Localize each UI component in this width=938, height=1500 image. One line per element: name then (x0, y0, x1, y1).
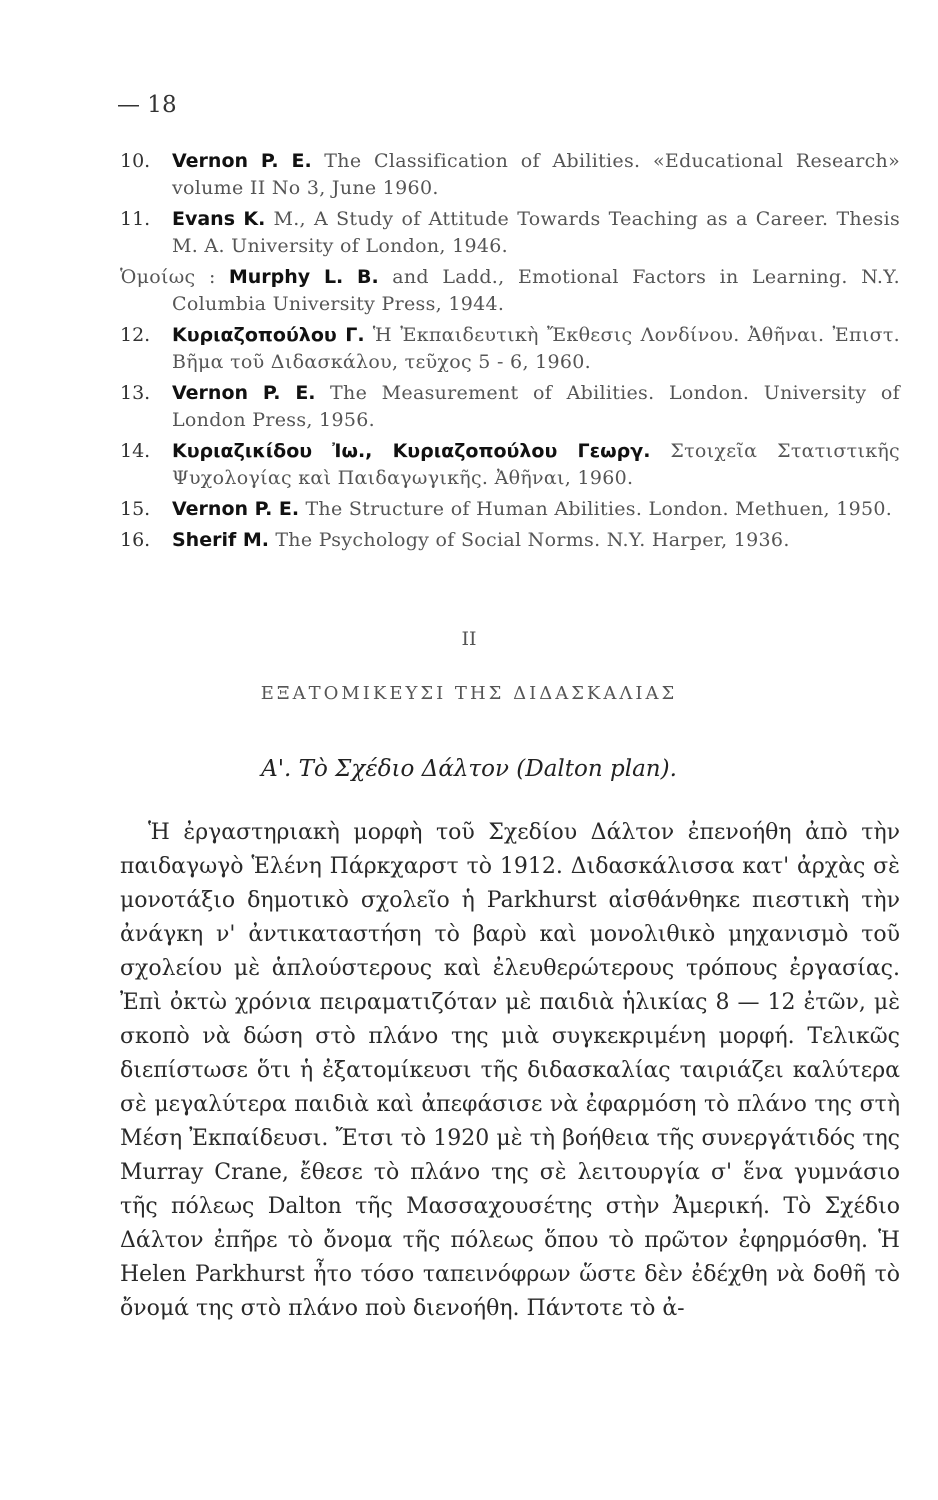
reference-item (120, 322, 900, 376)
reference-prefix: Ὁμοίως : (120, 266, 216, 288)
reference-list (120, 148, 900, 558)
reference-author: Murphy L. B. (228, 266, 379, 288)
reference-author: Vernon P. E. (172, 498, 300, 520)
reference-item (120, 527, 900, 554)
reference-author: Evans K. (172, 208, 266, 230)
reference-number: 15. (120, 498, 151, 520)
reference-text: The Classification of Abilities. «Educational Research» volume II No 3, June 1960. (172, 150, 901, 199)
reference-number: 14. (120, 440, 151, 462)
reference-author: Sherif M. (172, 529, 269, 551)
reference-item (120, 438, 900, 492)
reference-text: M., A Study of Attitude Towards Teaching as a Career. Thesis M. A. University of London, 1946. (172, 208, 900, 257)
reference-author: Κυριαζοπούλου Γ. (172, 324, 365, 346)
reference-number: 13. (120, 382, 151, 404)
reference-number: 16. (120, 529, 151, 551)
reference-item (120, 148, 900, 202)
body-paragraph: Ἡ ἐργαστηριακὴ μορφὴ τοῦ Σχεδίου Δάλτον ἐπενοήθη ἀπὸ τὴν παιδαγωγὸ Ἑλένη Πάρκχαρστ τὸ 1912. Διδασκάλισσα κατ' ἀρχὰς σὲ μονοτάξιο δημοτικὸ σχολεῖο ἡ Parkhurst αἰσθάνθηκε πιεστικὴ τὴν ἀνάγκη ν' ἀντικαταστήση τὸ βαρὺ καὶ μονολιθικὸ μηχανισμὸ τοῦ σχολείου μὲ ἁπλούστερους καὶ ἐλευθερώτερους τρόπους ἐργασίας. Ἐπὶ ὀκτὼ χρόνια πειραματιζόταν μὲ παιδιὰ ἡλικίας 8 — 12 ἐτῶν, μὲ σκοπὸ νὰ δώση στὸ πλάνο της μιὰ συγκεκριμένη μορφή. Τελικῶς διεπίστωσε ὅτι ἡ ἐξατομίκευσι τῆς διδασκαλίας ταιριάζει καλύτερα σὲ μεγαλύτερα παιδιὰ καὶ ἀπεφάσισε νὰ ἐφαρμόση τὸ πλάνο της στὴ Μέση Ἐκπαίδευσι. Ἔτσι τὸ 1920 μὲ τὴ βοήθεια τῆς συνεργάτιδός της Murray Crane, ἔθεσε τὸ πλάνο της σὲ λειτουργία σ' ἕνα γυμνάσιο τῆς πόλεως Dalton τῆς Μασσαχουσέτης στὴν Ἀμερική. Τὸ Σχέδιο Δάλτον ἐπῆρε τὸ ὄνομα τῆς πόλεως ὅπου τὸ πρῶτον ἐφηρμόσθη. Ἡ Helen Parkhurst ἦτο τόσο ταπεινόφρων ὥστε δὲν ἐδέχθη νὰ δοθῆ τὸ ὄνομά της στὸ πλάνο ποὺ διενοήθη. Πάντοτε τὸ ἀ- (120, 820, 900, 1321)
subsection-title: Α'. Τὸ Σχέδιο Δάλτον (Dalton plan). (261, 756, 677, 782)
reference-item (120, 264, 900, 318)
reference-author: Vernon P. E. (172, 382, 316, 404)
reference-item (120, 380, 900, 434)
reference-number: 12. (120, 324, 151, 346)
reference-author: Vernon P. E. (172, 150, 312, 172)
page-number: — 18 (117, 92, 177, 118)
reference-text: The Psychology of Social Norms. N.Y. Harper, 1936. (269, 529, 790, 551)
reference-text: and Ladd., Emotional Factors in Learning. N.Y. Columbia University Press, 1944. (172, 266, 900, 315)
reference-item (120, 206, 900, 260)
reference-author: Κυριαζικίδου Ἰω., Κυριαζοπούλου Γεωργ. (172, 440, 651, 462)
reference-text: Ἡ Ἐκπαιδευτικὴ Ἔκθεσις Λονδίνου. Ἀθῆναι. Ἐπιστ. Βῆμα τοῦ Διδασκάλου, τεῦχος 5 - 6, 1960. (172, 324, 900, 373)
reference-text: The Structure of Human Abilities. London. Methuen, 1950. (299, 498, 893, 520)
reference-text: The Measurement of Abilities. London. University of London Press, 1956. (172, 382, 900, 431)
reference-text: Στοιχεῖα Στατιστικῆς Ψυχολογίας καὶ Παιδαγωγικῆς. Ἀθῆναι, 1960. (172, 440, 900, 489)
reference-number: 11. (120, 208, 151, 230)
reference-item (120, 496, 900, 523)
section-title: ΕΞΑΤΟΜΙΚΕΥΣΙ ΤΗΣ ΔΙΔΑΣΚΑΛΙΑΣ (260, 683, 678, 704)
reference-number: 10. (120, 150, 151, 172)
section-numeral: II (461, 628, 477, 650)
